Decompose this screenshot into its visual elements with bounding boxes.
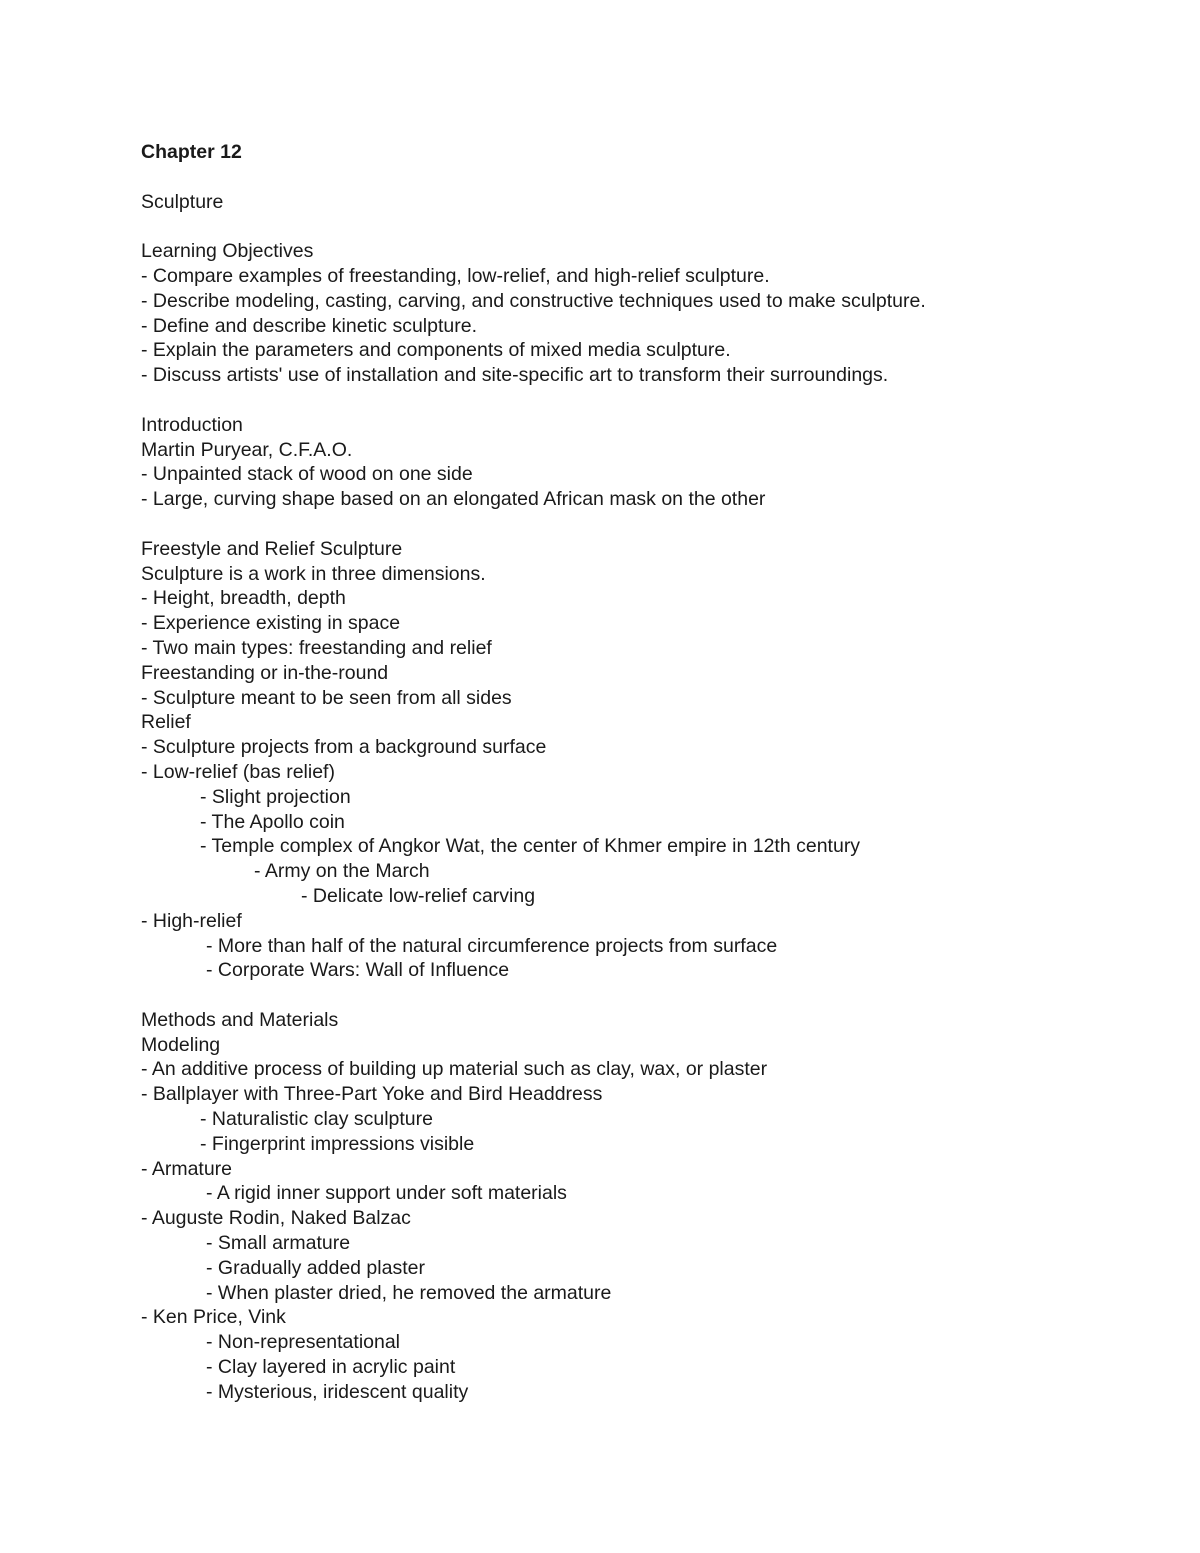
spacer <box>141 512 1101 537</box>
low-relief-subitem: - Slight projection <box>200 785 351 808</box>
low-relief-subitem: - Temple complex of Angkor Wat, the center of Khmer empire in 12th century <box>200 835 861 858</box>
price-subitem: - Non-representational <box>206 1331 401 1354</box>
price-item: - Ken Price, Vink <box>141 1306 286 1329</box>
chapter-title: Chapter 12 <box>141 141 242 163</box>
additive-item: - An additive process of building up material such as clay, wax, or plaster <box>141 1058 768 1081</box>
spacer <box>141 983 1101 1008</box>
objective-item: - Discuss artists' use of installation and site-specific art to transform their surroundings. <box>141 364 889 387</box>
rodin-item: - Auguste Rodin, Naked Balzac <box>141 1207 411 1230</box>
objective-item: - Describe modeling, casting, carving, and constructive techniques used to make sculpture. <box>141 289 926 312</box>
relief-section-intro: Sculpture is a work in three dimensions. <box>141 562 486 585</box>
intro-heading: Introduction <box>141 413 243 436</box>
price-subitem: - Clay layered in acrylic paint <box>206 1356 456 1379</box>
objective-item: - Explain the parameters and components of mixed media sculpture. <box>141 339 731 362</box>
price-subitem: - Mysterious, iridescent quality <box>206 1380 469 1403</box>
ballplayer-subitem: - Fingerprint impressions visible <box>200 1132 475 1155</box>
relief-section-item: - Experience existing in space <box>141 612 401 635</box>
objectives-heading: Learning Objectives <box>141 240 314 263</box>
freestanding-item: - Sculpture meant to be seen from all sides <box>141 686 512 709</box>
intro-item: - Unpainted stack of wood on one side <box>141 463 473 486</box>
armature-subitem: - A rigid inner support under soft materials <box>206 1182 567 1205</box>
document-page <box>141 140 1101 1405</box>
spacer <box>141 214 1101 239</box>
low-relief-item: - Low-relief (bas relief) <box>141 760 335 783</box>
rodin-subitem: - Small armature <box>206 1232 351 1255</box>
objective-item: - Define and describe kinetic sculpture. <box>141 314 478 337</box>
relief-item: - Sculpture projects from a background surface <box>141 736 547 759</box>
relief-heading: Relief <box>141 711 191 734</box>
relief-section-item: - Height, breadth, depth <box>141 587 346 610</box>
spacer <box>141 165 1101 190</box>
relief-section-heading: Freestyle and Relief Sculpture <box>141 537 403 560</box>
rodin-subitem: - When plaster dried, he removed the armature <box>206 1281 612 1304</box>
spacer <box>141 388 1101 413</box>
methods-heading: Methods and Materials <box>141 1008 339 1031</box>
chapter-subtitle: Sculpture <box>141 190 224 213</box>
intro-item: - Large, curving shape based on an elongated African mask on the other <box>141 488 766 511</box>
high-relief-item: - High-relief <box>141 909 242 932</box>
intro-work: Martin Puryear, C.F.A.O. <box>141 438 353 461</box>
ballplayer-subitem: - Naturalistic clay sculpture <box>200 1108 433 1131</box>
high-relief-subitem: - Corporate Wars: Wall of Influence <box>206 959 510 982</box>
delicate-item: - Delicate low-relief carving <box>301 884 536 907</box>
armature-item: - Armature <box>141 1157 233 1180</box>
army-item: - Army on the March <box>254 860 430 883</box>
freestanding-heading: Freestanding or in-the-round <box>141 661 389 684</box>
modeling-heading: Modeling <box>141 1033 221 1056</box>
low-relief-subitem: - The Apollo coin <box>200 810 345 833</box>
relief-section-item: - Two main types: freestanding and relief <box>141 636 492 659</box>
rodin-subitem: - Gradually added plaster <box>206 1256 425 1279</box>
high-relief-subitem: - More than half of the natural circumference projects from surface <box>206 934 778 957</box>
objective-item: - Compare examples of freestanding, low-relief, and high-relief sculpture. <box>141 264 770 287</box>
ballplayer-item: - Ballplayer with Three-Part Yoke and Bird Headdress <box>141 1083 603 1106</box>
